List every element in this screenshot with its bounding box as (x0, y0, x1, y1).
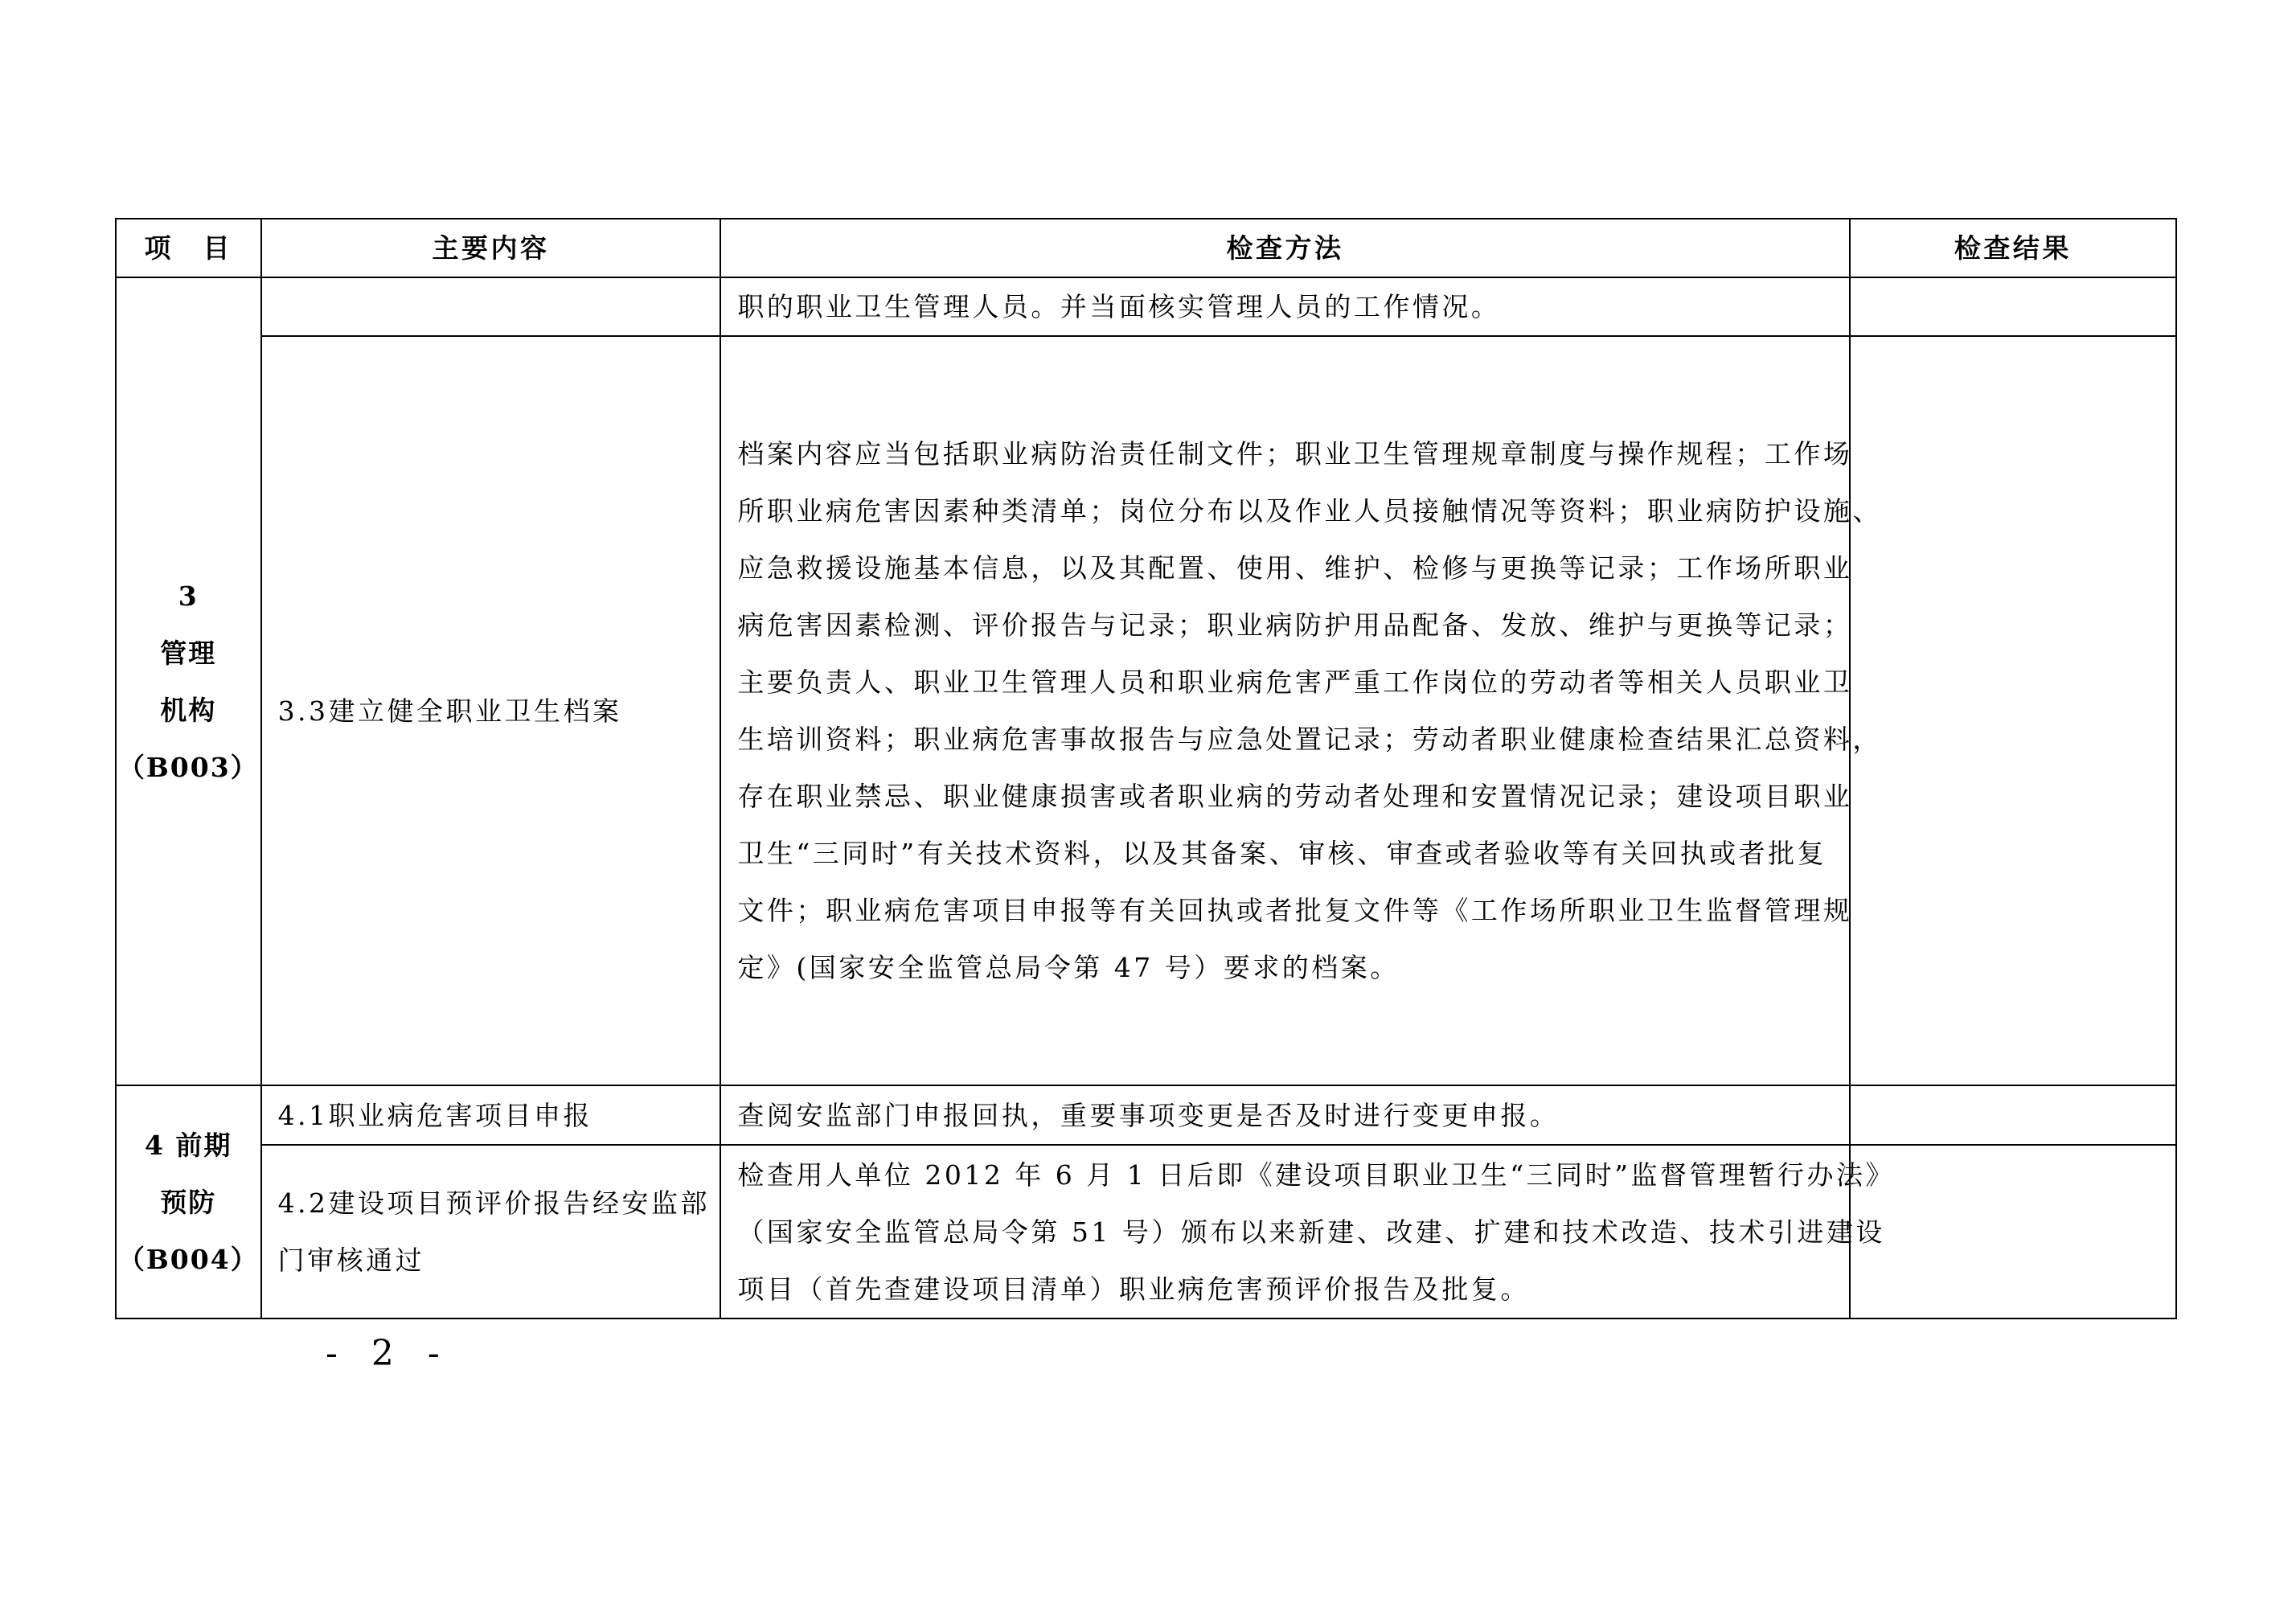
table-row (116, 336, 2176, 1085)
method-line: 存在职业禁忌、职业健康损害或者职业病的劳动者处理和安置情况记录；建设项目职业 (737, 781, 1853, 812)
table-row (116, 277, 2176, 336)
header-content: 主要内容 (261, 219, 721, 277)
method-line: 查阅安监部门申报回执，重要事项变更是否及时进行变更申报。 (737, 1099, 1560, 1131)
method-line: 档案内容应当包括职业病防治责任制文件；职业卫生管理规章制度与操作规程；工作场 (737, 438, 1853, 470)
method-line: 项目（首先查建设项目清单）职业病危害预评价报告及批复。 (737, 1273, 1530, 1305)
header-result: 检查结果 (1850, 219, 2176, 277)
group-line: 预防 (160, 1186, 217, 1218)
group-line: （B004） (117, 1243, 259, 1275)
result-cell[interactable] (1850, 277, 2176, 336)
group-line: 4 前期 (145, 1129, 232, 1161)
method-line: 文件；职业病危害项目申报等有关回执或者批复文件等《工作场所职业卫生监督管理规 (737, 895, 1853, 926)
group-b003 (116, 277, 261, 1085)
inspection-table (115, 218, 2177, 1319)
page-number: - 2 - (326, 1333, 451, 1374)
method-line: 检查用人单位 2012 年 6 月 1 日后即《建设项目职业卫生“三同时”监督管理暂行办法》 (737, 1159, 1895, 1191)
content-cell (261, 277, 721, 336)
content-cell: 3.3建立健全职业卫生档案 (261, 336, 721, 1085)
method-line: 所职业病危害因素种类清单；岗位分布以及作业人员接触情况等资料；职业病防护设施、 (737, 495, 1882, 527)
table-row (116, 1085, 2176, 1145)
group-line: 管理 (160, 637, 217, 669)
content-cell: 4.1职业病危害项目申报 (261, 1085, 721, 1145)
content-line: 门审核通过 (277, 1245, 425, 1276)
result-cell[interactable] (1850, 336, 2176, 1085)
method-cell (720, 1085, 1849, 1145)
header-project: 项 目 (116, 219, 261, 277)
method-line: 职的职业卫生管理人员。并当面核实管理人员的工作情况。 (737, 291, 1501, 322)
method-line: 病危害因素检测、评价报告与记录；职业病防护用品配备、发放、维护与更换等记录； (737, 609, 1853, 641)
method-line: 应急救援设施基本信息，以及其配置、使用、维护、检修与更换等记录；工作场所职业 (737, 552, 1853, 584)
method-line: 主要负责人、职业卫生管理人员和职业病危害严重工作岗位的劳动者等相关人员职业卫 (737, 666, 1853, 698)
group-line: （B003） (117, 751, 259, 783)
result-cell[interactable] (1850, 1145, 2176, 1318)
method-cell (720, 277, 1849, 336)
method-line: 生培训资料；职业病危害事故报告与应急处置记录；劳动者职业健康检查结果汇总资料， (737, 724, 1882, 755)
content-cell (261, 1145, 721, 1318)
group-line: 机构 (160, 694, 217, 726)
header-row (116, 219, 2176, 277)
content-line: 4.2建设项目预评价报告经安监部 (277, 1187, 711, 1219)
method-cell (720, 336, 1882, 1085)
method-line: 定》(国家安全监管总局令第 47 号）要求的档案。 (737, 952, 1400, 983)
group-line: 3 (178, 580, 199, 612)
method-line: （国家安全监管总局令第 51 号）颁布以来新建、改建、扩建和技术改造、技术引进建设 (737, 1216, 1885, 1248)
result-cell[interactable] (1850, 1085, 2176, 1145)
method-cell (720, 1145, 1895, 1318)
header-method: 检查方法 (720, 219, 1849, 277)
method-line: 卫生“三同时”有关技术资料，以及其备案、审核、审查或者验收等有关回执或者批复 (737, 838, 1827, 869)
table-row (116, 1145, 2176, 1318)
group-b004 (116, 1085, 261, 1318)
